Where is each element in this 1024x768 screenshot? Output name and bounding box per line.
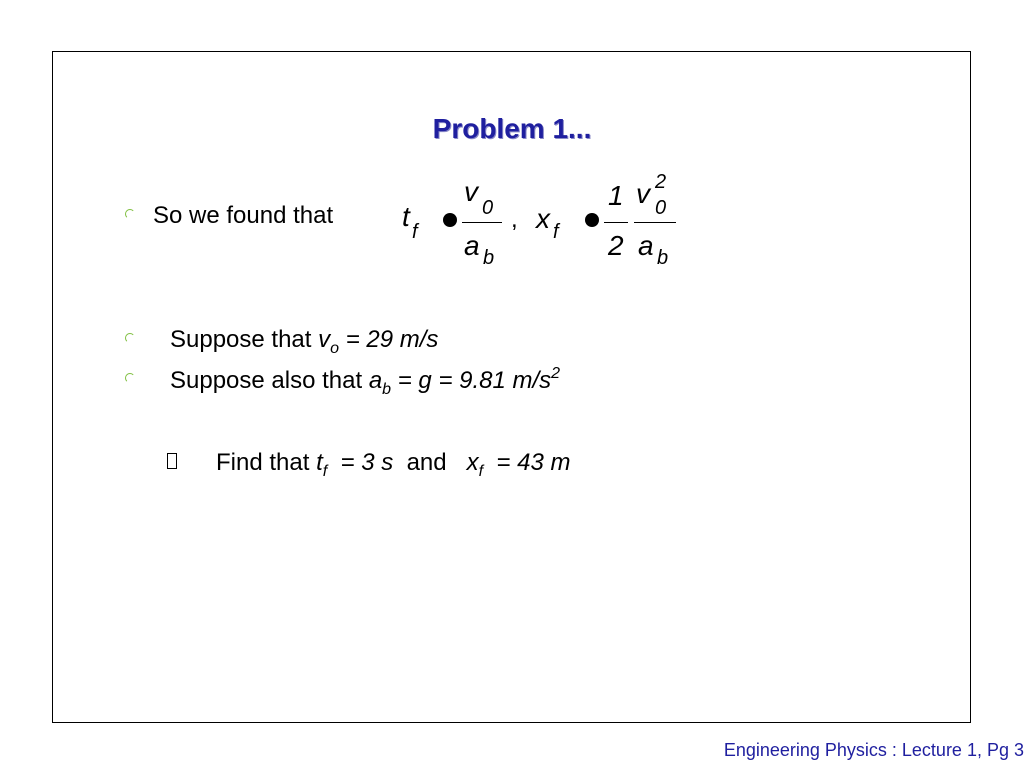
line-3-value: = g = 9.81 m/s [391,367,552,394]
eq-v: v [464,176,478,207]
line-1-text: So we found that [153,202,334,229]
slide-title: Problem 1... [432,113,592,144]
eq-comma: , [511,206,518,233]
line-3-text: Suppose also that [170,367,369,394]
line-4-text: Find that [216,449,317,476]
eq-dot-1 [443,213,457,227]
line-2-value: = 29 m/s [339,326,439,353]
line-3-var: a [368,367,383,394]
eq-a2-sub-b: b [657,247,669,269]
line-3-sub: b [382,381,392,398]
eq-fraction-bar-3 [634,222,676,223]
line-4-and: and [393,449,467,476]
line-2-text: Suppose that [170,326,319,353]
eq-a2: a [638,230,654,261]
eq-a-sub-b: b [483,247,495,269]
line-3-sup: 2 [551,365,561,382]
eq-fraction-bar-2 [604,222,628,223]
line-4-x: x [466,449,479,476]
line-4 [216,449,571,480]
eq-x-sub-f: f [553,221,559,243]
line-3 [170,365,561,398]
bullet-1 [125,209,135,219]
line-4-t: t [316,449,323,476]
line-2-var: v [318,326,331,353]
eq-one: 1 [608,180,624,211]
line-4-t-sub: f [322,463,328,480]
line-2 [170,326,439,357]
eq-fraction-bar-1 [462,222,502,223]
eq-dot-2 [585,213,599,227]
line-4-x-value: = 43 m [483,449,571,476]
eq-v2-sub-0: 0 [655,197,667,219]
line-4-t-value: = 3 s [327,449,394,476]
footer-text: Engineering Physics : Lecture 1, Pg 3 [723,740,1024,760]
eq-t-sub-f: f [412,221,418,243]
eq-a: a [464,230,480,261]
eq-x: x [536,203,550,234]
eq-v-sub-0: 0 [482,197,494,219]
eq-v2-sup-2: 2 [655,171,667,193]
eq-v2: v [636,178,650,209]
bullet-2 [125,333,135,343]
bullet-4-square [167,453,177,469]
eq-t: t [402,201,410,232]
bullet-3 [125,373,135,383]
line-2-sub: o [330,340,340,357]
eq-two: 2 [608,230,624,261]
line-4-x-sub: f [478,463,484,480]
